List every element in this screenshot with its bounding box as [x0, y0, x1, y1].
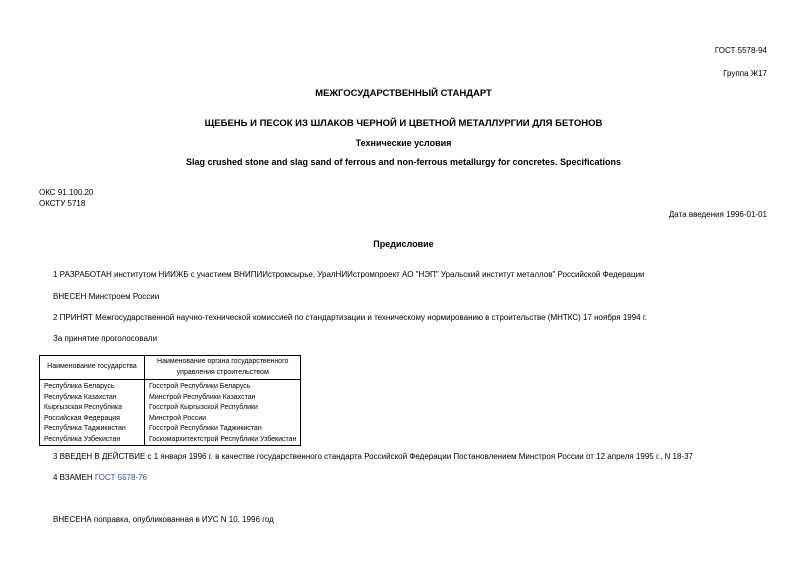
- table-cell-authority: Госстрой Республики Беларусь: [145, 380, 301, 393]
- replaces-label: 4 ВЗАМЕН: [53, 473, 95, 482]
- gost-5578-76-link[interactable]: ГОСТ 5578-76: [94, 473, 148, 482]
- table-cell-state: Кыргызская Республика: [40, 403, 145, 414]
- table-cell-authority: Госкомархитектстрой Республики Узбекистан: [145, 435, 301, 446]
- table-cell-state: Республика Казахстан: [40, 393, 145, 404]
- table-row: [40, 414, 301, 425]
- table-cell-authority: Госстрой Республики Таджикистан: [145, 424, 301, 435]
- group-code: Группа Ж17: [723, 69, 767, 78]
- oks-code: ОКС 91.100.20: [39, 188, 94, 197]
- table-row: [40, 424, 301, 435]
- amendment-note: ВНЕСЕНА поправка, опубликованная в ИУС N 10, 1996 год: [53, 515, 274, 524]
- foreword-heading: Предисловие: [373, 239, 434, 249]
- table-cell-authority: Минстрой России: [145, 414, 301, 425]
- foreword-item-3: 3 ВВЕДЕН В ДЕЙСТВИЕ с 1 января 1996 г. в качестве государственного стандарта Российской Федерации Постановлением Минстроя России от 12 апреля 1995 г., N 18-37: [53, 452, 694, 461]
- table-cell-state: Российская Федерация: [40, 414, 145, 425]
- voting-states-table: [39, 355, 301, 446]
- table-row: [40, 393, 301, 404]
- intro-date: Дата введения 1996-01-01: [668, 210, 767, 219]
- foreword-item-4: [53, 473, 147, 482]
- table-cell-state: Республика Беларусь: [40, 380, 145, 393]
- table-header-authority: Наименование органа государственного управления строительством: [145, 356, 301, 380]
- oksty-code: ОКСТУ 5718: [39, 199, 86, 208]
- main-title: ЩЕБЕНЬ И ПЕСОК ИЗ ШЛАКОВ ЧЕРНОЙ И ЦВЕТНОЙ МЕТАЛЛУРГИИ ДЛЯ БЕТОНОВ: [204, 118, 603, 129]
- foreword-submitted: ВНЕСЕН Минстроем России: [53, 292, 160, 301]
- table-cell-state: Республика Таджикистан: [40, 424, 145, 435]
- table-cell-authority: Минстрой Республики Казахстан: [145, 393, 301, 404]
- foreword-item-2: 2 ПРИНЯТ Межгосударственной научно-технической комиссией по стандартизации и техническому нормированию в строительстве (МНТКС) 17 ноября 1994 г.: [53, 313, 647, 322]
- foreword-item-1: 1 РАЗРАБОТАН институтом НИИЖБ с участием ВНИПИИстромсырье, УралНИИстромпроект АО "НЭП" Уральский институт металлов" Российской Федерации: [53, 270, 645, 279]
- english-title: Slag crushed stone and slag sand of ferrous and non-ferrous metallurgy for concretes. Specifications: [185, 157, 622, 167]
- table-row: [40, 380, 301, 393]
- voted-label: За принятие проголосовали: [53, 334, 158, 343]
- standard-type: МЕЖГОСУДАРСТВЕННЫЙ СТАНДАРТ: [315, 88, 492, 99]
- subtitle: Технические условия: [355, 138, 452, 148]
- table-cell-state: Республика Узбекистан: [40, 435, 145, 446]
- table-row: [40, 403, 301, 414]
- table-header-row: [40, 356, 301, 380]
- table-header-state: Наименование государства: [40, 356, 145, 380]
- doc-number: ГОСТ 5578-94: [714, 46, 767, 55]
- table-row: [40, 435, 301, 446]
- table-cell-authority: Госстрой Кыргызской Республики: [145, 403, 301, 414]
